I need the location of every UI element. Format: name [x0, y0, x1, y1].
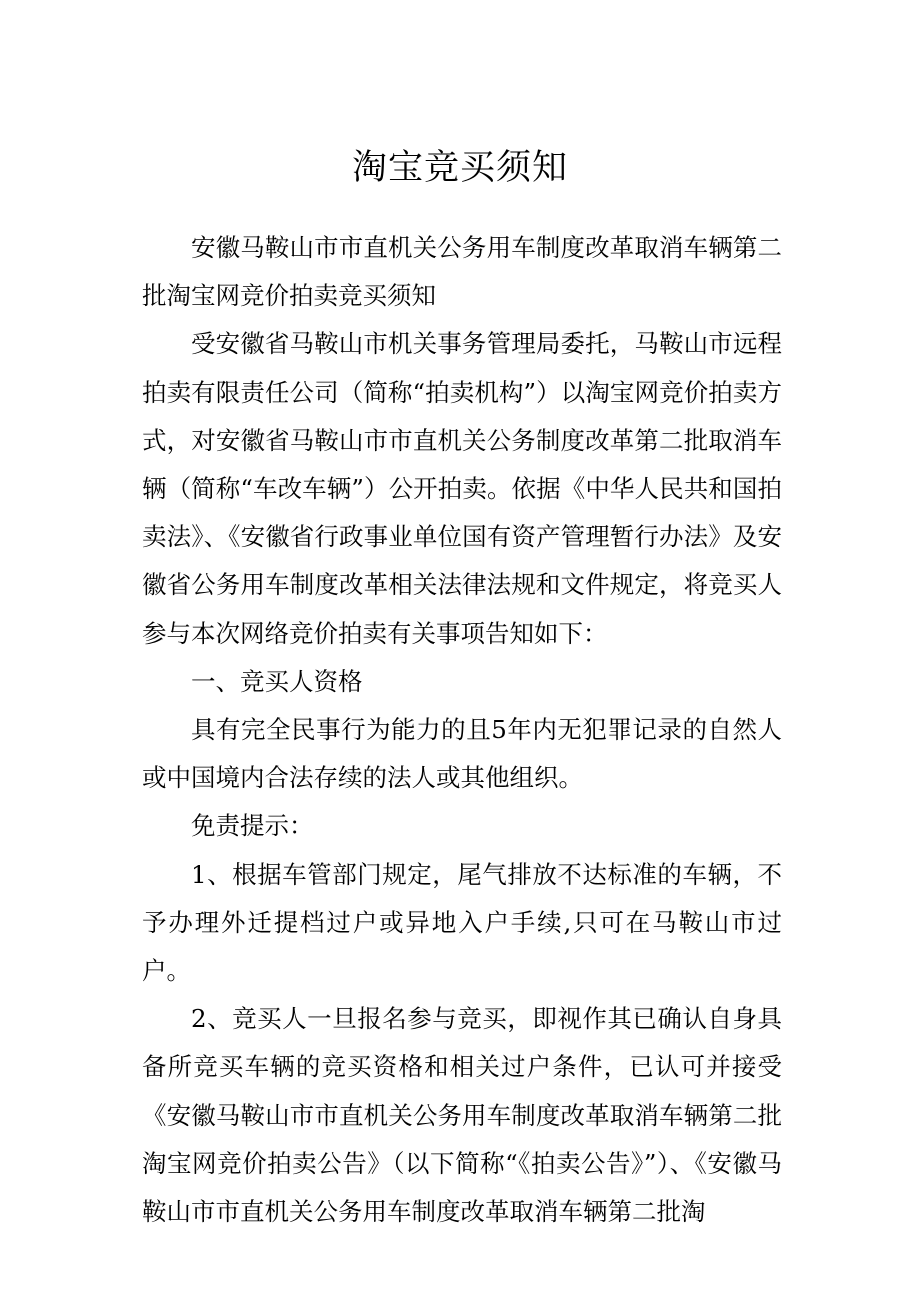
section-heading-qualification: 一、竞买人资格	[191, 666, 363, 696]
disclaimer-item-1: 1、根据车管部门规定，尾气排放不达标准的车辆，不予办理外迁提档过户或异地入户手续,只可在马鞍山市过户。	[142, 859, 782, 986]
document-title: 淘宝竞买须知	[351, 148, 568, 188]
document-body	[142, 224, 782, 1236]
disclaimer-heading: 免责提示：	[191, 811, 314, 841]
disclaimer-item-2: 2、竞买人一旦报名参与竞买，即视作其已确认自身具备所竞买车辆的竞买资格和相关过户条件，已认可并接受《安徽马鞍山市市直机关公务用车制度改革取消车辆第二批淘宝网竞价拍卖公告》（以下简称“《拍卖公告》”）、《安徽马鞍山市市直机关公务用车制度改革取消车辆第二批淘	[142, 1004, 782, 1227]
paragraph-intro: 受安徽省马鞍山市机关事务管理局委托，马鞍山市远程拍卖有限责任公司（简称“拍卖机构”）以淘宝网竞价拍卖方式，对安徽省马鞍山市市直机关公务制度改革第二批取消车辆（简称“车改车辆”）公开拍卖。依据《中华人民共和国拍卖法》、《安徽省行政事业单位国有资产管理暂行办法》及安徽省公务用车制度改革相关法律法规和文件规定，将竞买人参与本次网络竞价拍卖有关事项告知如下：	[142, 329, 782, 648]
paragraph-qualification: 具有完全民事行为能力的且5年内无犯罪记录的自然人或中国境内合法存续的法人或其他组织。	[142, 715, 782, 793]
paragraph-subtitle: 安徽马鞍山市市直机关公务用车制度改革取消车辆第二批淘宝网竞价拍卖竞买须知	[142, 233, 782, 311]
